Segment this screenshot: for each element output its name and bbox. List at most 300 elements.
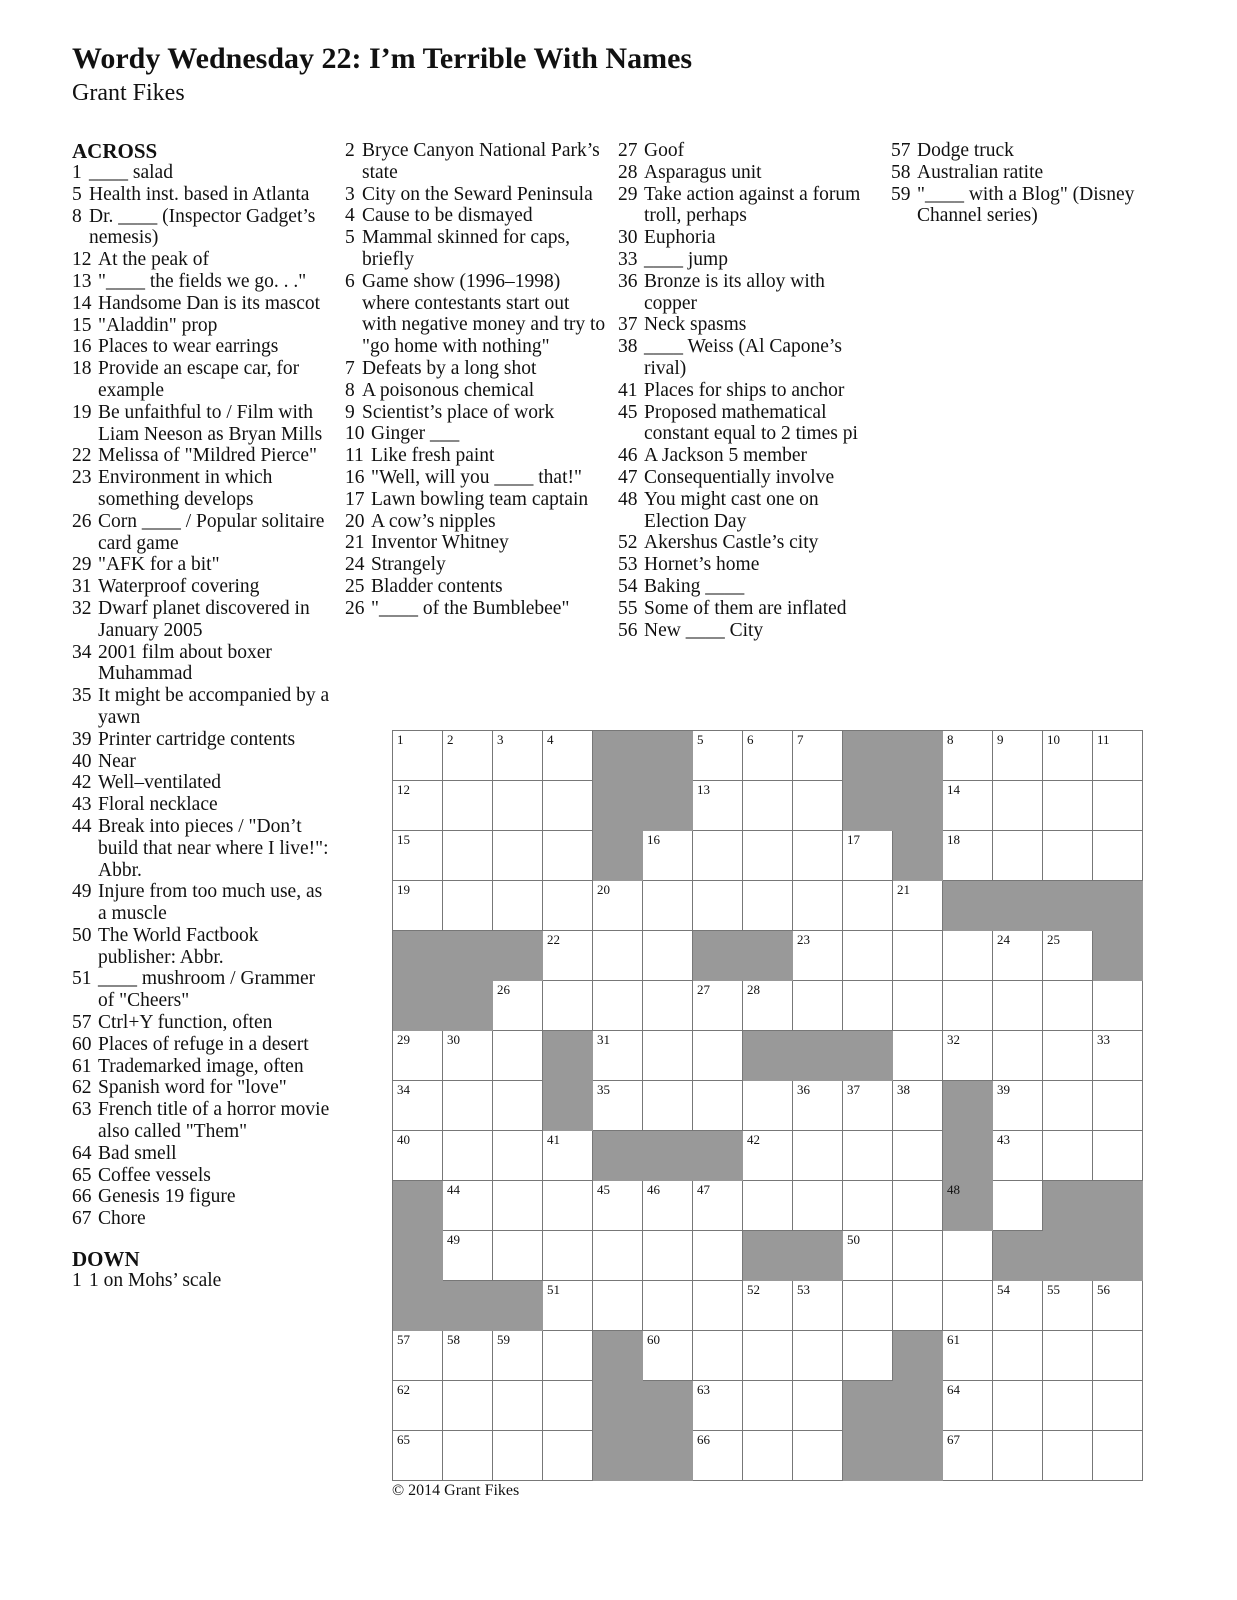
cell-number: 53 <box>797 1282 810 1297</box>
cell-number: 25 <box>1047 932 1060 947</box>
clue-text: Dwarf planet discovered in January 2005 <box>98 597 310 641</box>
grid-cell[interactable] <box>793 831 843 881</box>
grid-cell[interactable] <box>743 1381 793 1431</box>
grid-cell[interactable] <box>643 1331 693 1381</box>
grid-block <box>843 1031 893 1081</box>
grid-cell[interactable] <box>493 831 543 881</box>
clue-number: 46 <box>618 445 638 467</box>
cell-number: 49 <box>447 1232 460 1247</box>
grid-cell[interactable] <box>793 931 843 981</box>
grid-block <box>443 981 493 1031</box>
clue-item <box>72 598 334 642</box>
clue-text: Inventor Whitney <box>371 532 509 554</box>
grid-cell[interactable] <box>743 881 793 931</box>
grid-cell[interactable] <box>643 1031 693 1081</box>
cell-number: 23 <box>797 932 810 947</box>
grid-cell[interactable] <box>943 1281 993 1331</box>
clue-number: 15 <box>72 314 92 336</box>
grid-cell[interactable] <box>693 1031 743 1081</box>
cell-number: 41 <box>547 1132 560 1147</box>
grid-cell[interactable] <box>1093 731 1143 781</box>
grid-cell[interactable] <box>993 1031 1043 1081</box>
grid-cell[interactable] <box>1093 1331 1143 1381</box>
grid-cell[interactable] <box>743 981 793 1031</box>
grid-cell[interactable] <box>743 1431 793 1481</box>
grid-cell[interactable] <box>843 1281 893 1331</box>
clue-text: ____ mushroom / Grammer of "Cheers" <box>98 968 316 1012</box>
grid-cell[interactable] <box>893 1081 943 1131</box>
clue-text: Proposed mathematical constant equal to 2 times pi <box>644 401 858 445</box>
grid-cell[interactable] <box>593 1031 643 1081</box>
grid-block <box>393 981 443 1031</box>
grid-cell[interactable] <box>393 731 443 781</box>
grid-cell[interactable] <box>1093 981 1143 1031</box>
grid-cell[interactable] <box>943 781 993 831</box>
grid-cell[interactable] <box>493 1381 543 1431</box>
grid-cell[interactable] <box>993 981 1043 1031</box>
grid-cell[interactable] <box>743 1081 793 1131</box>
clue-number: 31 <box>72 576 92 598</box>
grid-cell[interactable] <box>893 1131 943 1181</box>
grid-cell[interactable] <box>1093 1281 1143 1331</box>
clue-number: 59 <box>891 183 911 205</box>
grid-block <box>643 1131 693 1181</box>
clue-text: A Jackson 5 member <box>644 445 808 467</box>
clue-text: Provide an escape car, for example <box>98 358 300 401</box>
cell-number: 50 <box>847 1232 860 1247</box>
grid-cell[interactable] <box>543 1331 593 1381</box>
clue-item <box>618 445 880 467</box>
clue-item <box>618 380 880 402</box>
grid-cell[interactable] <box>643 1281 693 1331</box>
clue-item <box>618 140 880 162</box>
clue-number: 67 <box>72 1208 92 1230</box>
clue-item <box>72 1012 334 1034</box>
clue-item <box>345 554 607 576</box>
grid-cell[interactable] <box>1043 931 1093 981</box>
grid-block <box>743 931 793 981</box>
clue-number: 18 <box>72 358 92 380</box>
grid-block <box>993 881 1043 931</box>
grid-cell[interactable] <box>493 1431 543 1481</box>
grid-block <box>443 1281 493 1331</box>
grid-cell[interactable] <box>443 1181 493 1231</box>
grid-cell[interactable] <box>843 981 893 1031</box>
grid-cell[interactable] <box>493 881 543 931</box>
grid-cell[interactable] <box>543 1181 593 1231</box>
clue-text: It might be accompanied by a yawn <box>98 685 330 728</box>
grid-cell[interactable] <box>1043 1081 1093 1131</box>
clue-number: 34 <box>72 641 92 663</box>
grid-cell[interactable] <box>493 1131 543 1181</box>
grid-cell[interactable] <box>443 881 493 931</box>
clue-number: 12 <box>72 249 92 271</box>
clue-text: "AFK for a bit" <box>98 554 220 576</box>
grid-cell[interactable] <box>793 1281 843 1331</box>
grid-cell[interactable] <box>793 781 843 831</box>
grid-cell[interactable] <box>443 781 493 831</box>
grid-cell[interactable] <box>1043 781 1093 831</box>
clue-text: "____ with a Blog" (Disney Channel series) <box>917 183 1135 227</box>
clue-number: 38 <box>618 336 638 358</box>
clue-text: Bad smell <box>98 1142 177 1164</box>
grid-cell[interactable] <box>443 731 493 781</box>
grid-cell[interactable] <box>843 831 893 881</box>
clue-number: 20 <box>345 510 365 532</box>
grid-cell[interactable] <box>393 781 443 831</box>
clue-number: 29 <box>72 554 92 576</box>
grid-cell[interactable] <box>793 1081 843 1131</box>
grid-cell[interactable] <box>593 931 643 981</box>
grid-cell[interactable] <box>693 1381 743 1431</box>
grid-cell[interactable] <box>693 1281 743 1331</box>
cell-number: 9 <box>997 732 1004 747</box>
grid-cell[interactable] <box>493 1181 543 1231</box>
grid-cell[interactable] <box>693 831 743 881</box>
grid-cell[interactable] <box>743 731 793 781</box>
grid-cell[interactable] <box>943 931 993 981</box>
clue-item <box>72 554 334 576</box>
grid-cell[interactable] <box>943 1381 993 1431</box>
cell-number: 28 <box>747 982 760 997</box>
grid-cell[interactable] <box>943 1231 993 1281</box>
grid-cell[interactable] <box>1093 1031 1143 1081</box>
grid-cell[interactable] <box>993 1381 1043 1431</box>
grid-cell[interactable] <box>443 1431 493 1481</box>
grid-cell[interactable] <box>443 1381 493 1431</box>
grid-cell[interactable] <box>543 981 593 1031</box>
grid-cell[interactable] <box>593 981 643 1031</box>
cell-number: 37 <box>847 1082 860 1097</box>
grid-cell[interactable] <box>893 881 943 931</box>
grid-block <box>1043 1181 1093 1231</box>
grid-cell[interactable] <box>743 1181 793 1231</box>
clue-number: 13 <box>72 270 92 292</box>
grid-cell[interactable] <box>893 1281 943 1331</box>
clue-number: 65 <box>72 1164 92 1186</box>
clue-item <box>72 1186 334 1208</box>
grid-cell[interactable] <box>593 1231 643 1281</box>
grid-cell[interactable] <box>643 1181 693 1231</box>
grid-cell[interactable] <box>993 731 1043 781</box>
clue-number: 16 <box>345 466 365 488</box>
grid-cell[interactable] <box>643 1081 693 1131</box>
cell-number: 1 <box>397 732 404 747</box>
grid-cell[interactable] <box>843 1331 893 1381</box>
grid-cell[interactable] <box>1043 1331 1093 1381</box>
grid-cell[interactable] <box>543 831 593 881</box>
clue-item <box>72 1143 334 1165</box>
clue-text: Ctrl+Y function, often <box>98 1012 273 1034</box>
grid-block <box>1093 931 1143 981</box>
clue-item <box>891 184 1153 228</box>
grid-cell[interactable] <box>943 1331 993 1381</box>
grid-block <box>1043 881 1093 931</box>
grid-cell[interactable] <box>993 1281 1043 1331</box>
grid-cell[interactable] <box>643 1231 693 1281</box>
clue-number: 24 <box>345 554 365 576</box>
grid-cell[interactable] <box>393 1331 443 1381</box>
grid-cell[interactable] <box>743 831 793 881</box>
grid-cell[interactable] <box>793 1181 843 1231</box>
clue-item <box>72 271 334 293</box>
grid-cell[interactable] <box>693 1431 743 1481</box>
clue-text: Trademarked image, often <box>98 1055 304 1077</box>
clue-item <box>72 1270 334 1292</box>
grid-cell[interactable] <box>593 1281 643 1331</box>
grid-cell[interactable] <box>793 981 843 1031</box>
grid-cell[interactable] <box>1093 1081 1143 1131</box>
clue-item <box>345 227 607 271</box>
grid-cell[interactable] <box>393 1381 443 1431</box>
clue-number: 9 <box>345 401 355 423</box>
cell-number: 6 <box>747 732 754 747</box>
clue-item <box>618 576 880 598</box>
grid-cell[interactable] <box>543 1281 593 1331</box>
clue-item <box>72 772 334 794</box>
grid-cell[interactable] <box>543 881 593 931</box>
cell-number: 57 <box>397 1332 410 1347</box>
grid-cell[interactable] <box>693 981 743 1031</box>
clue-number: 23 <box>72 467 92 489</box>
clue-text: Strangely <box>371 554 446 576</box>
clue-text: ____ Weiss (Al Capone’s rival) <box>644 336 842 379</box>
grid-cell[interactable] <box>743 781 793 831</box>
clue-number: 33 <box>618 248 638 270</box>
grid-cell[interactable] <box>693 1331 743 1381</box>
grid-cell[interactable] <box>493 1331 543 1381</box>
clue-text: Cause to be dismayed <box>362 205 533 227</box>
grid-cell[interactable] <box>1093 1381 1143 1431</box>
clue-number: 57 <box>891 140 911 161</box>
grid-cell[interactable] <box>393 1131 443 1181</box>
grid-cell[interactable] <box>393 1031 443 1081</box>
clue-item <box>345 511 607 533</box>
clue-item <box>345 467 607 489</box>
grid-cell[interactable] <box>993 1431 1043 1481</box>
grid-cell[interactable] <box>843 1181 893 1231</box>
grid-cell[interactable] <box>943 981 993 1031</box>
grid-cell[interactable] <box>493 1031 543 1081</box>
grid-cell[interactable] <box>543 731 593 781</box>
grid-cell[interactable] <box>793 1431 843 1481</box>
clue-text: Akershus Castle’s city <box>644 532 819 554</box>
grid-cell[interactable] <box>743 1331 793 1381</box>
grid-cell[interactable] <box>393 831 443 881</box>
grid-cell[interactable] <box>993 1181 1043 1231</box>
grid-block <box>443 931 493 981</box>
grid-cell[interactable] <box>993 931 1043 981</box>
grid-cell[interactable] <box>743 1281 793 1331</box>
grid-block <box>843 781 893 831</box>
cell-number: 44 <box>447 1182 460 1197</box>
down-heading: DOWN <box>72 1247 140 1272</box>
grid-cell[interactable] <box>893 1181 943 1231</box>
cell-number: 8 <box>947 732 954 747</box>
grid-cell[interactable] <box>443 1331 493 1381</box>
grid-cell[interactable] <box>943 831 993 881</box>
grid-cell[interactable] <box>643 981 693 1031</box>
grid-cell[interactable] <box>943 1431 993 1481</box>
grid-cell[interactable] <box>443 1231 493 1281</box>
cell-number: 32 <box>947 1032 960 1047</box>
cell-number: 15 <box>397 832 410 847</box>
grid-block <box>943 1081 993 1131</box>
grid-cell[interactable] <box>793 881 843 931</box>
grid-cell[interactable] <box>843 1131 893 1181</box>
cell-number: 60 <box>647 1332 660 1347</box>
grid-cell[interactable] <box>593 1181 643 1231</box>
grid-block <box>493 1281 543 1331</box>
clue-text: Injure from too much use, as a muscle <box>98 881 323 925</box>
grid-cell[interactable] <box>593 1081 643 1131</box>
grid-cell[interactable] <box>393 1081 443 1131</box>
clue-item <box>618 402 880 446</box>
grid-cell[interactable] <box>1093 831 1143 881</box>
clue-text: Bronze is its alloy with copper <box>644 270 825 314</box>
grid-cell[interactable] <box>793 1131 843 1181</box>
clue-text: French title of a horror movie also called "Them" <box>98 1099 330 1143</box>
grid-cell[interactable] <box>743 1131 793 1181</box>
clue-text: Environment in which something develops <box>98 467 273 510</box>
clue-number: 52 <box>618 532 638 554</box>
grid-cell[interactable] <box>693 1181 743 1231</box>
clue-item <box>72 336 334 358</box>
cell-number: 43 <box>997 1132 1010 1147</box>
grid-cell[interactable] <box>1093 781 1143 831</box>
grid-cell[interactable] <box>493 1231 543 1281</box>
clue-text: Mammal skinned for caps, briefly <box>362 227 570 270</box>
grid-cell[interactable] <box>493 781 543 831</box>
grid-cell[interactable] <box>843 881 893 931</box>
clue-item <box>72 576 334 598</box>
clue-item <box>618 271 880 315</box>
clue-item <box>72 445 334 467</box>
clue-item <box>72 751 334 773</box>
clue-item <box>72 642 334 686</box>
grid-cell[interactable] <box>443 1031 493 1081</box>
grid-cell[interactable] <box>443 831 493 881</box>
clue-text: Australian ratite <box>917 161 1044 183</box>
grid-cell[interactable] <box>993 1331 1043 1381</box>
clue-text: Consequentially involve <box>644 466 835 488</box>
grid-cell[interactable] <box>593 881 643 931</box>
cell-number: 66 <box>697 1432 710 1447</box>
grid-cell[interactable] <box>643 831 693 881</box>
clue-text: Places to wear earrings <box>98 336 279 358</box>
cell-number: 22 <box>547 932 560 947</box>
grid-cell[interactable] <box>1043 1031 1093 1081</box>
grid-cell[interactable] <box>693 1081 743 1131</box>
grid-cell[interactable] <box>793 1331 843 1381</box>
grid-cell[interactable] <box>1093 1431 1143 1481</box>
grid-cell[interactable] <box>793 1381 843 1431</box>
clue-number: 1 <box>72 162 82 183</box>
grid-cell[interactable] <box>1043 1431 1093 1481</box>
grid-cell[interactable] <box>493 1081 543 1131</box>
grid-cell[interactable] <box>1043 1381 1093 1431</box>
clue-item <box>618 314 880 336</box>
cell-number: 11 <box>1097 732 1110 747</box>
clue-text: New ____ City <box>644 619 764 641</box>
grid-cell[interactable] <box>393 881 443 931</box>
grid-cell[interactable] <box>943 731 993 781</box>
clue-text: Coffee vessels <box>98 1164 211 1186</box>
grid-cell[interactable] <box>493 731 543 781</box>
grid-cell[interactable] <box>543 1231 593 1281</box>
grid-cell[interactable] <box>693 881 743 931</box>
grid-cell[interactable] <box>543 1131 593 1181</box>
clue-number: 43 <box>72 794 92 816</box>
grid-cell[interactable] <box>693 1231 743 1281</box>
clue-text: 1 on Mohs’ scale <box>89 1270 222 1292</box>
grid-cell[interactable] <box>793 731 843 781</box>
cell-number: 58 <box>447 1332 460 1347</box>
cell-number: 38 <box>897 1082 910 1097</box>
grid-cell[interactable] <box>693 731 743 781</box>
grid-cell[interactable] <box>893 1231 943 1281</box>
grid-cell[interactable] <box>843 1231 893 1281</box>
grid-cell[interactable] <box>693 781 743 831</box>
clue-number: 16 <box>72 336 92 358</box>
grid-cell[interactable] <box>1093 1131 1143 1181</box>
clue-number: 26 <box>72 510 92 532</box>
clue-item <box>618 620 880 642</box>
grid-cell[interactable] <box>843 931 893 981</box>
grid-cell[interactable] <box>643 931 693 981</box>
clue-item <box>618 227 880 249</box>
grid-cell[interactable] <box>393 1431 443 1481</box>
grid-cell[interactable] <box>643 881 693 931</box>
grid-cell[interactable] <box>993 1081 1043 1131</box>
grid-cell[interactable] <box>443 1081 493 1131</box>
grid-cell[interactable] <box>943 1031 993 1081</box>
grid-cell[interactable] <box>993 831 1043 881</box>
clue-number: 61 <box>72 1055 92 1077</box>
grid-cell[interactable] <box>993 1131 1043 1181</box>
grid-block <box>793 1031 843 1081</box>
grid-cell[interactable] <box>1043 1131 1093 1181</box>
grid-cell[interactable] <box>543 931 593 981</box>
clue-number: 66 <box>72 1186 92 1208</box>
grid-cell[interactable] <box>543 1381 593 1431</box>
grid-cell[interactable] <box>493 981 543 1031</box>
grid-cell[interactable] <box>1043 981 1093 1031</box>
cell-number: 19 <box>397 882 410 897</box>
grid-cell[interactable] <box>893 981 943 1031</box>
grid-cell[interactable] <box>1043 731 1093 781</box>
cell-number: 2 <box>447 732 454 747</box>
clue-number: 26 <box>345 597 365 619</box>
grid-cell[interactable] <box>843 1081 893 1131</box>
grid-cell[interactable] <box>1043 831 1093 881</box>
clue-number: 14 <box>72 292 92 314</box>
grid-cell[interactable] <box>893 931 943 981</box>
clue-text: Break into pieces / "Don’t build that near where I live!": Abbr. <box>98 815 329 881</box>
grid-cell[interactable] <box>1043 1281 1093 1331</box>
grid-cell[interactable] <box>893 1031 943 1081</box>
grid-cell[interactable] <box>993 781 1043 831</box>
clue-number: 56 <box>618 619 638 641</box>
cell-number: 48 <box>947 1182 960 1197</box>
clue-number: 5 <box>72 183 82 205</box>
grid-cell[interactable] <box>543 781 593 831</box>
cell-number: 64 <box>947 1382 960 1397</box>
grid-cell[interactable] <box>543 1431 593 1481</box>
clue-item <box>345 576 607 598</box>
grid-cell[interactable] <box>443 1131 493 1181</box>
cell-number: 52 <box>747 1282 760 1297</box>
